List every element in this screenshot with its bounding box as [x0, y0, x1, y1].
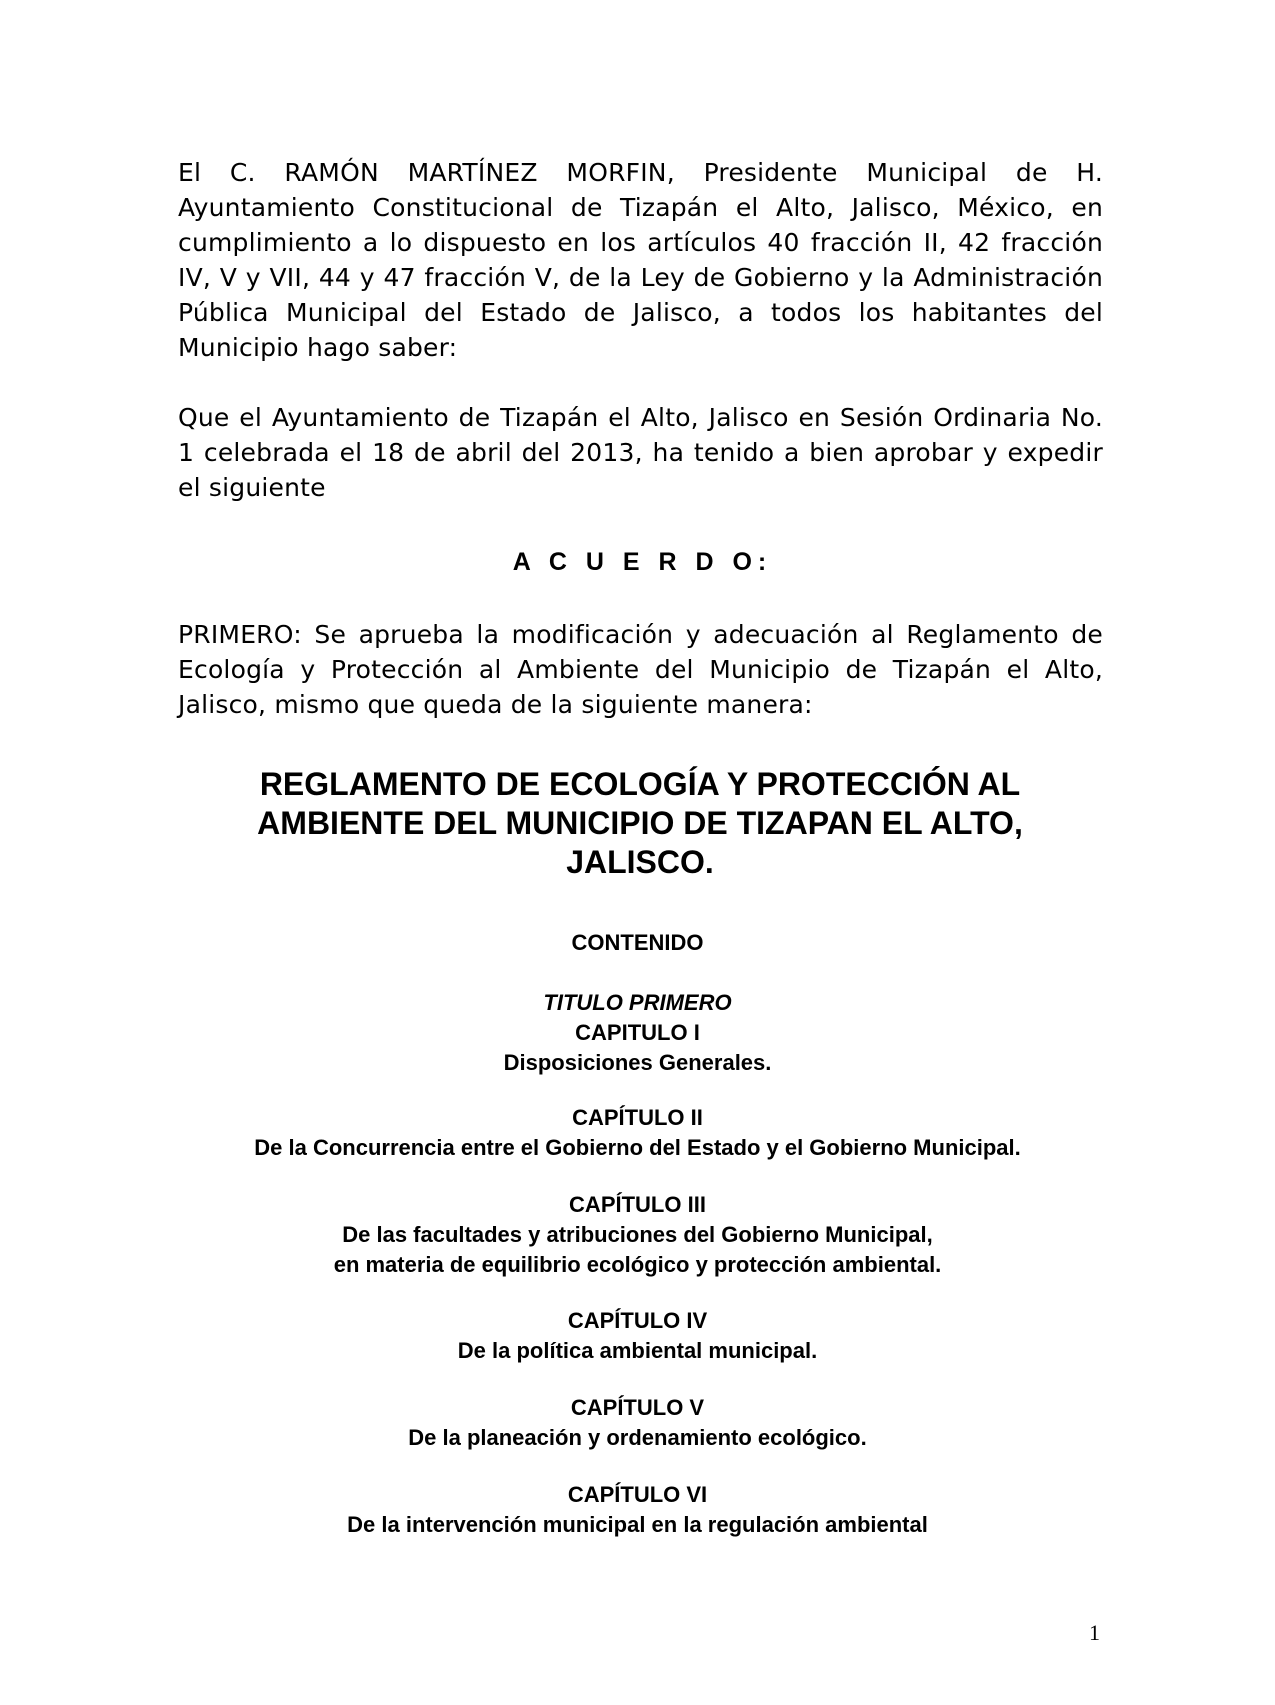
intro-paragraph: El C. RAMÓN MARTÍNEZ MORFIN, Presidente Municipal de H. Ayuntamiento Constitucional de Tizapán el Alto, Jalisco, México, en cumplimiento a lo dispuesto en los artículos 40 fracción II, 42 fracción IV, V y VII, 44 y 47 fracción V, de la Ley de Gobierno y la Administración Pública Municipal del Estado de Jalisco, a todos los habitantes del Municipio hago saber: — [178, 158, 1103, 362]
reglamento-title-line: JALISCO. — [566, 844, 714, 880]
chapter-description: De las facultades y atribuciones del Gobierno Municipal, — [342, 1222, 933, 1247]
contenido-heading: CONTENIDO — [571, 930, 704, 955]
titulo-primero — [0, 988, 1275, 1078]
chapter-entry — [0, 1480, 1275, 1540]
session-paragraph: Que el Ayuntamiento de Tizapán el Alto, Jalisco en Sesión Ordinaria No. 1 celebrada el 18 de abril del 2013, ha tenido a bien aprobar y expedir el siguiente — [178, 403, 1103, 502]
titulo-label: TITULO PRIMERO — [543, 990, 732, 1015]
reglamento-title — [200, 765, 1080, 882]
chapter-entry — [0, 1306, 1275, 1366]
chapter-label: CAPÍTULO VI — [567, 1482, 708, 1507]
chapter-label: CAPÍTULO IV — [567, 1308, 708, 1333]
reglamento-title-line: AMBIENTE DEL MUNICIPIO DE TIZAPAN EL ALTO, — [257, 805, 1023, 841]
chapter-label: CAPÍTULO III — [569, 1192, 706, 1217]
chapter-entry — [0, 1103, 1275, 1163]
primero-paragraph: PRIMERO: Se aprueba la modificación y adecuación al Reglamento de Ecología y Protección al Ambiente del Municipio de Tizapán el Alto, Jalisco, mismo que queda de la siguiente manera: — [178, 620, 1103, 719]
chapter-description: De la política ambiental municipal. — [457, 1338, 818, 1363]
chapter-label: CAPÍTULO II — [572, 1105, 703, 1130]
chapter-description: De la Concurrencia entre el Gobierno del Estado y el Gobierno Municipal. — [254, 1135, 1021, 1160]
chapter-label: CAPÍTULO V — [570, 1395, 705, 1420]
chapter-entry — [0, 1190, 1275, 1280]
chapter-description: en materia de equilibrio ecológico y protección ambiental. — [333, 1252, 942, 1277]
chapter-label: CAPITULO I — [575, 1020, 700, 1045]
page-number: 1 — [1089, 1620, 1100, 1645]
acuerdo-heading: A C U E R D O: — [512, 548, 773, 576]
chapter-description: Disposiciones Generales. — [503, 1050, 772, 1075]
chapter-description: De la planeación y ordenamiento ecológico. — [408, 1425, 867, 1450]
chapter-description: De la intervención municipal en la regulación ambiental — [347, 1512, 928, 1537]
reglamento-title-line: REGLAMENTO DE ECOLOGÍA Y PROTECCIÓN AL — [259, 766, 1021, 802]
chapter-entry — [0, 1393, 1275, 1453]
